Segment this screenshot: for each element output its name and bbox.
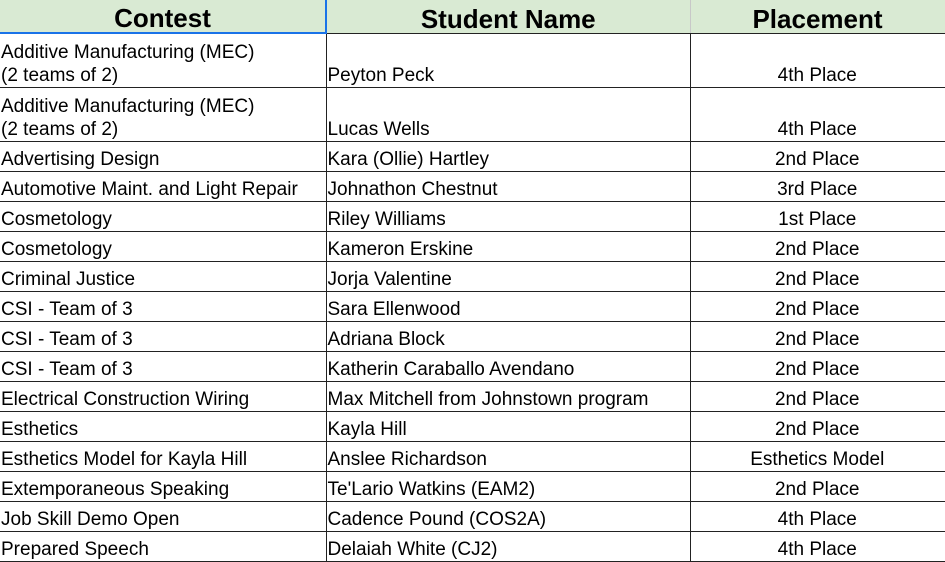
cell-placement[interactable]: 4th Place	[690, 532, 945, 562]
cell-contest[interactable]: Electrical Construction Wiring	[0, 382, 326, 412]
cell-contest[interactable]: CSI - Team of 3	[0, 322, 326, 352]
cell-placement[interactable]: 2nd Place	[690, 322, 945, 352]
cell-contest[interactable]: CSI - Team of 3	[0, 292, 326, 322]
table-row	[0, 172, 945, 202]
cell-student-name[interactable]: Anslee Richardson	[326, 442, 690, 472]
cell-contest[interactable]: Esthetics	[0, 412, 326, 442]
cell-contest[interactable]: CSI - Team of 3	[0, 352, 326, 382]
table-row	[0, 292, 945, 322]
cell-contest-line: (2 teams of 2)	[1, 65, 119, 86]
table-header	[0, 0, 945, 33]
cell-placement[interactable]: 2nd Place	[690, 232, 945, 262]
cell-student-name[interactable]: Kameron Erskine	[326, 232, 690, 262]
table-body	[0, 33, 945, 562]
cell-contest[interactable]: Cosmetology	[0, 232, 326, 262]
table-row	[0, 352, 945, 382]
cell-contest[interactable]: Automotive Maint. and Light Repair	[0, 172, 326, 202]
cell-contest[interactable]	[0, 88, 326, 142]
cell-contest[interactable]: Job Skill Demo Open	[0, 502, 326, 532]
cell-placement[interactable]: 2nd Place	[690, 472, 945, 502]
cell-placement[interactable]: 2nd Place	[690, 142, 945, 172]
cell-contest[interactable]: Esthetics Model for Kayla Hill	[0, 442, 326, 472]
cell-student-name[interactable]: Max Mitchell from Johnstown program	[326, 382, 690, 412]
table-row	[0, 412, 945, 442]
cell-contest[interactable]: Cosmetology	[0, 202, 326, 232]
cell-placement[interactable]: 1st Place	[690, 202, 945, 232]
cell-student-name[interactable]: Johnathon Chestnut	[326, 172, 690, 202]
cell-student-name[interactable]: Jorja Valentine	[326, 262, 690, 292]
table-row	[0, 532, 945, 562]
cell-contest-line: (2 teams of 2)	[1, 119, 119, 140]
cell-placement[interactable]: 2nd Place	[690, 262, 945, 292]
cell-contest[interactable]: Extemporaneous Speaking	[0, 472, 326, 502]
cell-placement[interactable]: 2nd Place	[690, 412, 945, 442]
cell-placement[interactable]: Esthetics Model	[690, 442, 945, 472]
cell-student-name[interactable]: Te'Lario Watkins (EAM2)	[326, 472, 690, 502]
header-cell-placement[interactable]: Placement	[690, 0, 945, 33]
cell-placement[interactable]: 2nd Place	[690, 352, 945, 382]
table-row	[0, 202, 945, 232]
cell-student-name[interactable]: Riley Williams	[326, 202, 690, 232]
table-row	[0, 472, 945, 502]
table-row	[0, 142, 945, 172]
header-cell-contest[interactable]: Contest	[0, 0, 326, 33]
table-row	[0, 88, 945, 142]
table-row	[0, 442, 945, 472]
cell-placement[interactable]: 4th Place	[690, 502, 945, 532]
header-cell-student-name[interactable]: Student Name	[326, 0, 690, 33]
cell-placement[interactable]: 3rd Place	[690, 172, 945, 202]
cell-contest[interactable]: Advertising Design	[0, 142, 326, 172]
cell-contest[interactable]: Criminal Justice	[0, 262, 326, 292]
cell-student-name[interactable]: Kara (Ollie) Hartley	[326, 142, 690, 172]
cell-student-name[interactable]: Katherin Caraballo Avendano	[326, 352, 690, 382]
cell-student-name[interactable]: Peyton Peck	[326, 33, 690, 88]
table-row	[0, 33, 945, 88]
cell-contest[interactable]	[0, 33, 326, 88]
header-row	[0, 0, 945, 33]
cell-placement[interactable]: 4th Place	[690, 33, 945, 88]
cell-student-name[interactable]: Sara Ellenwood	[326, 292, 690, 322]
cell-placement[interactable]: 2nd Place	[690, 382, 945, 412]
cell-student-name[interactable]: Adriana Block	[326, 322, 690, 352]
cell-placement[interactable]: 2nd Place	[690, 292, 945, 322]
cell-student-name[interactable]: Delaiah White (CJ2)	[326, 532, 690, 562]
cell-student-name[interactable]: Cadence Pound (COS2A)	[326, 502, 690, 532]
cell-student-name[interactable]: Lucas Wells	[326, 88, 690, 142]
cell-contest[interactable]: Prepared Speech	[0, 532, 326, 562]
table-row	[0, 382, 945, 412]
cell-student-name[interactable]: Kayla Hill	[326, 412, 690, 442]
table-row	[0, 322, 945, 352]
cell-placement[interactable]: 4th Place	[690, 88, 945, 142]
cell-contest-line: Additive Manufacturing (MEC)	[1, 42, 255, 63]
table-row	[0, 502, 945, 532]
table-row	[0, 232, 945, 262]
cell-contest-line: Additive Manufacturing (MEC)	[1, 96, 255, 117]
table-row	[0, 262, 945, 292]
